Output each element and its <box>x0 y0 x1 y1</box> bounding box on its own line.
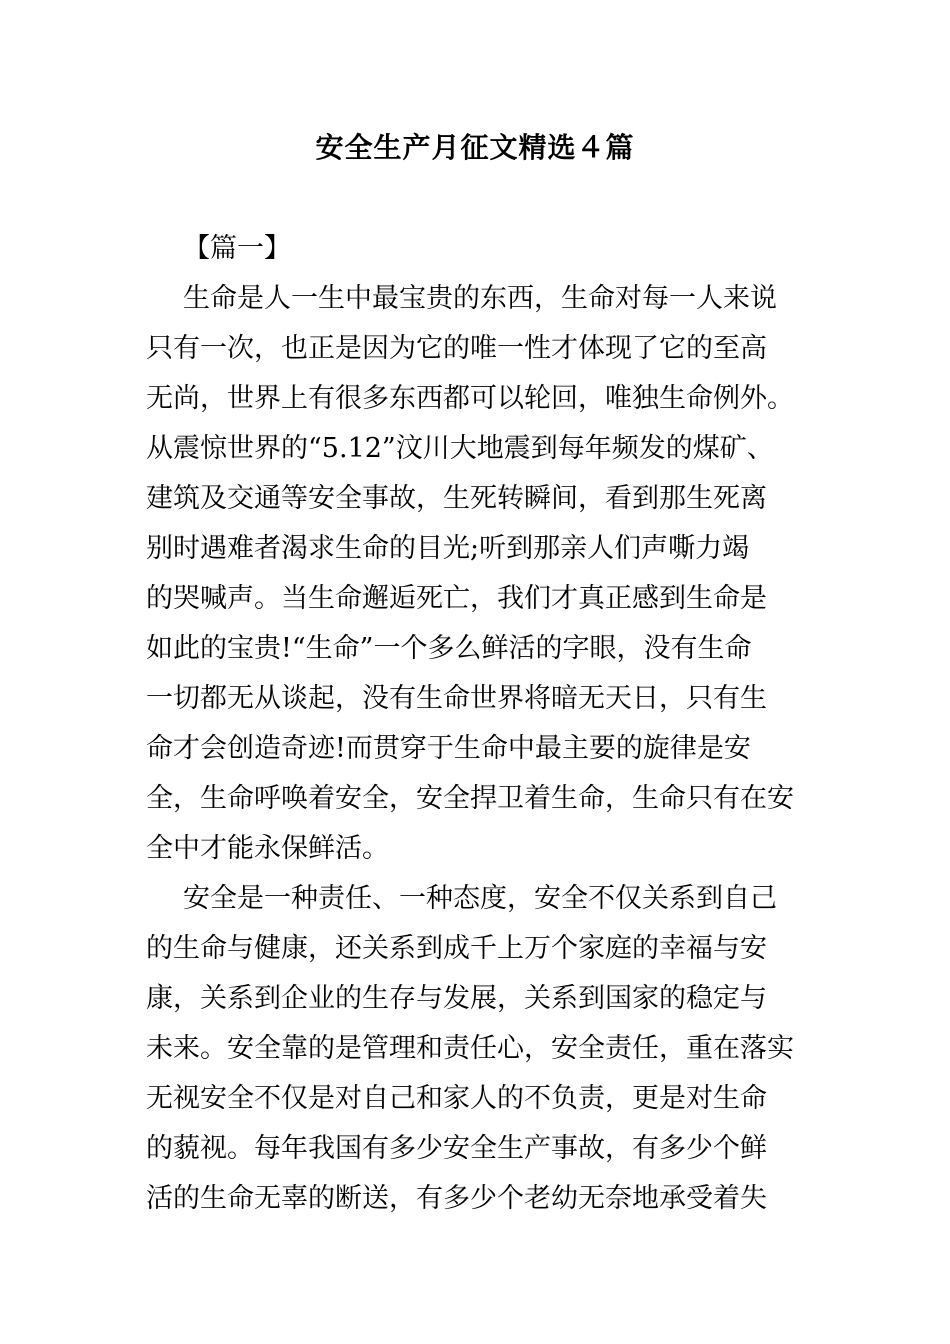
paragraph-line: 的生命与健康，还关系到成千上万个家庭的幸福与安 <box>146 933 767 964</box>
paragraph-line: 活的生命无辜的断送，有多少个老幼无奈地承受着失 <box>146 1183 767 1214</box>
paragraph-line: 命才会创造奇迹!而贯穿于生命中最主要的旋律是安 <box>146 733 751 764</box>
paragraph-line: 只有一次，也正是因为它的唯一性才体现了它的至高 <box>146 333 767 364</box>
section-heading: 【篇一】 <box>183 233 291 264</box>
document-title: 安全生产月征文精选４篇 <box>315 131 635 164</box>
paragraph-line: 别时遇难者渴求生命的目光;听到那亲人们声嘶力竭 <box>146 533 750 564</box>
paragraph-line: 的哭喊声。当生命邂逅死亡，我们才真正感到生命是 <box>146 583 767 614</box>
paragraph-line: 如此的宝贵!“生命”一个多么鲜活的字眼，没有生命 <box>146 633 752 664</box>
paragraph-line: 未来。安全靠的是管理和责任心，安全责任，重在落实 <box>146 1033 794 1064</box>
paragraph-line: 的藐视。每年我国有多少安全生产事故，有多少个鲜 <box>146 1133 767 1164</box>
paragraph-line: 全中才能永保鲜活。 <box>146 833 389 864</box>
paragraph-line: 一切都无从谈起，没有生命世界将暗无天日，只有生 <box>146 683 767 714</box>
paragraph-line: 康，关系到企业的生存与发展，关系到国家的稳定与 <box>146 983 767 1014</box>
paragraph-line: 安全是一种责任、一种态度，安全不仅关系到自己 <box>183 883 777 914</box>
paragraph-line: 无尚，世界上有很多东西都可以轮回，唯独生命例外。 <box>146 383 794 414</box>
paragraph-line: 无视安全不仅是对自己和家人的不负责，更是对生命 <box>146 1083 767 1114</box>
paragraph-line: 从震惊世界的“5.12”汶川大地震到每年频发的煤矿、 <box>146 433 774 464</box>
paragraph-line: 生命是人一生中最宝贵的东西，生命对每一人来说 <box>183 283 777 314</box>
paragraph-line: 建筑及交通等安全事故，生死转瞬间，看到那生死离 <box>146 483 767 514</box>
paragraph-line: 全，生命呼唤着安全，安全捍卫着生命，生命只有在安 <box>146 783 794 814</box>
